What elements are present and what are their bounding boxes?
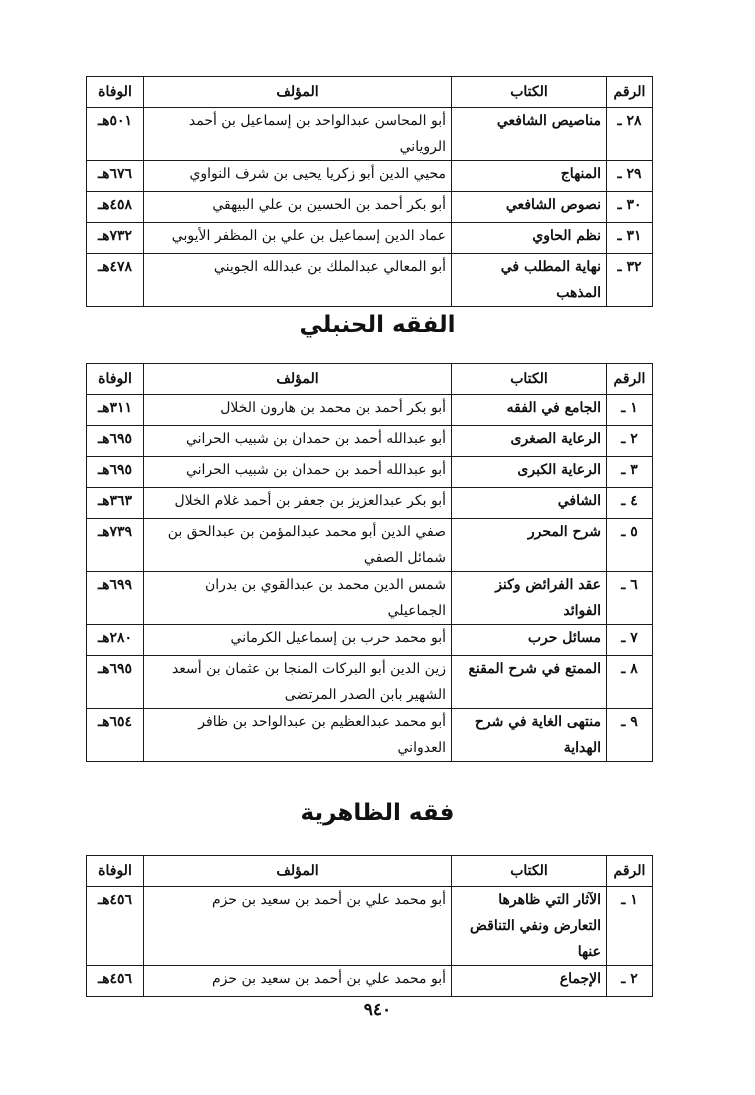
- header-author: المؤلف: [144, 77, 452, 108]
- row-num: ١ ـ: [607, 395, 653, 426]
- table-row: [87, 488, 653, 519]
- row-author: أبو محمد حرب بن إسماعيل الكرماني: [144, 625, 452, 656]
- header-book: الكتاب: [452, 856, 607, 887]
- header-num: الرقم: [607, 856, 653, 887]
- row-death: ٤٥٨هـ: [87, 192, 144, 223]
- row-author: محيي الدين أبو زكريا يحيى بن شرف النواوي: [144, 161, 452, 192]
- row-death: ٦٩٩هـ: [87, 572, 144, 625]
- header-num: الرقم: [607, 364, 653, 395]
- row-num: ٥ ـ: [607, 519, 653, 572]
- row-num: ٣٢ ـ: [607, 254, 653, 307]
- table-row: [87, 457, 653, 488]
- row-death: ٦٩٥هـ: [87, 656, 144, 709]
- header-book: الكتاب: [452, 364, 607, 395]
- row-num: ٢٩ ـ: [607, 161, 653, 192]
- row-author: أبو بكر أحمد بن محمد بن هارون الخلال: [144, 395, 452, 426]
- row-book: المنهاج: [452, 161, 607, 192]
- row-book: نهاية المطلب في المذهب: [452, 254, 607, 307]
- row-author: زين الدين أبو البركات المنجا بن عثمان بن أسعد الشهير بابن الصدر المرتضى: [144, 656, 452, 709]
- header-death: الوفاة: [87, 364, 144, 395]
- header-death: الوفاة: [87, 856, 144, 887]
- row-author: أبو عبدالله أحمد بن حمدان بن شبيب الحراني: [144, 457, 452, 488]
- row-book: منتهى الغاية في شرح الهداية: [452, 709, 607, 762]
- row-death: ٧٣٢هـ: [87, 223, 144, 254]
- row-author: أبو بكر أحمد بن الحسين بن علي البيهقي: [144, 192, 452, 223]
- row-author: أبو محمد علي بن أحمد بن سعيد بن حزم: [144, 966, 452, 997]
- row-book: الرعاية الصغرى: [452, 426, 607, 457]
- table-row: [87, 887, 653, 966]
- row-death: ٦٥٤هـ: [87, 709, 144, 762]
- table-header-row: [87, 77, 653, 108]
- table-header-row: [87, 364, 653, 395]
- table-row: [87, 519, 653, 572]
- page-number: ٩٤٠: [363, 1000, 392, 1020]
- row-death: ٤٧٨هـ: [87, 254, 144, 307]
- row-death: ٣١١هـ: [87, 395, 144, 426]
- row-num: ٢ ـ: [607, 426, 653, 457]
- row-book: الرعاية الكبرى: [452, 457, 607, 488]
- row-num: ١ ـ: [607, 887, 653, 966]
- row-book: شرح المحرر: [452, 519, 607, 572]
- table-row: [87, 254, 653, 307]
- header-num: الرقم: [607, 77, 653, 108]
- table-row: [87, 656, 653, 709]
- table-row: [87, 625, 653, 656]
- row-book: نظم الحاوي: [452, 223, 607, 254]
- row-num: ٤ ـ: [607, 488, 653, 519]
- row-num: ٣٠ ـ: [607, 192, 653, 223]
- row-num: ٩ ـ: [607, 709, 653, 762]
- row-author: أبو المحاسن عبدالواحد بن إسماعيل بن أحمد الروياني: [144, 108, 452, 161]
- row-num: ٣١ ـ: [607, 223, 653, 254]
- row-book: الإجماع: [452, 966, 607, 997]
- row-book: الجامع في الفقه: [452, 395, 607, 426]
- table-row: [87, 223, 653, 254]
- table-row: [87, 966, 653, 997]
- table-row: [87, 108, 653, 161]
- header-author: المؤلف: [144, 364, 452, 395]
- header-author: المؤلف: [144, 856, 452, 887]
- row-num: ٨ ـ: [607, 656, 653, 709]
- row-book: مسائل حرب: [452, 625, 607, 656]
- table-row: [87, 709, 653, 762]
- zahiri-fiqh-table: [86, 855, 653, 997]
- row-author: أبو عبدالله أحمد بن حمدان بن شبيب الحراني: [144, 426, 452, 457]
- row-death: ٧٣٩هـ: [87, 519, 144, 572]
- row-book: الآثار التي ظاهرها التعارض ونفي التناقض عنها: [452, 887, 607, 966]
- row-num: ٢ ـ: [607, 966, 653, 997]
- row-author: أبو محمد عبدالعظيم بن عبدالواحد بن ظافر العدواني: [144, 709, 452, 762]
- shafii-fiqh-table: [86, 76, 653, 307]
- row-death: ٢٨٠هـ: [87, 625, 144, 656]
- section-heading-zahiri: فقه الظاهرية: [300, 800, 455, 826]
- row-author: أبو بكر عبدالعزيز بن جعفر بن أحمد غلام الخلال: [144, 488, 452, 519]
- table-row: [87, 192, 653, 223]
- section-heading-hanbali: الفقه الحنبلي: [299, 312, 456, 338]
- row-death: ٥٠١هـ: [87, 108, 144, 161]
- row-death: ٤٥٦هـ: [87, 966, 144, 997]
- row-death: ٦٧٦هـ: [87, 161, 144, 192]
- header-book: الكتاب: [452, 77, 607, 108]
- row-death: ٦٩٥هـ: [87, 457, 144, 488]
- row-book: نصوص الشافعي: [452, 192, 607, 223]
- hanbali-fiqh-table: [86, 363, 653, 762]
- table-row: [87, 426, 653, 457]
- row-num: ٣ ـ: [607, 457, 653, 488]
- table-row: [87, 161, 653, 192]
- row-author: شمس الدين محمد بن عبدالقوي بن بدران الجماعيلي: [144, 572, 452, 625]
- table-row: [87, 395, 653, 426]
- row-author: عماد الدين إسماعيل بن علي بن المظفر الأيوبي: [144, 223, 452, 254]
- table-row: [87, 572, 653, 625]
- row-author: أبو محمد علي بن أحمد بن سعيد بن حزم: [144, 887, 452, 966]
- row-death: ٦٩٥هـ: [87, 426, 144, 457]
- table-header-row: [87, 856, 653, 887]
- header-death: الوفاة: [87, 77, 144, 108]
- row-book: مناصيص الشافعي: [452, 108, 607, 161]
- row-num: ٢٨ ـ: [607, 108, 653, 161]
- row-author: صفي الدين أبو محمد عبدالمؤمن بن عبدالحق بن شمائل الصفي: [144, 519, 452, 572]
- row-author: أبو المعالي عبدالملك بن عبدالله الجويني: [144, 254, 452, 307]
- row-num: ٦ ـ: [607, 572, 653, 625]
- row-death: ٤٥٦هـ: [87, 887, 144, 966]
- row-death: ٣٦٣هـ: [87, 488, 144, 519]
- row-book: عقد الفرائض وكنز الفوائد: [452, 572, 607, 625]
- row-num: ٧ ـ: [607, 625, 653, 656]
- row-book: الشافي: [452, 488, 607, 519]
- row-book: الممتع في شرح المقنع: [452, 656, 607, 709]
